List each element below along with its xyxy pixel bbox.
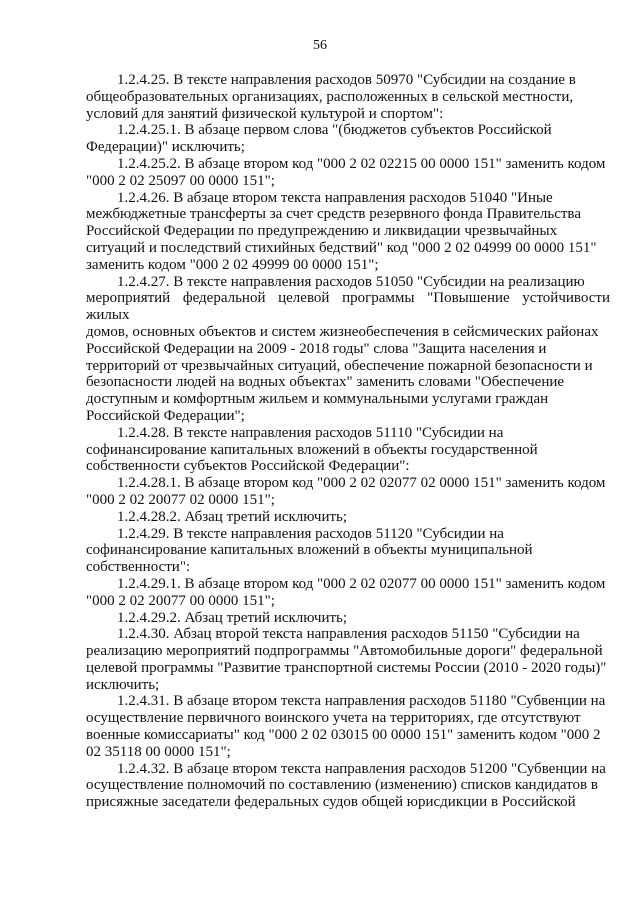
paragraph-1-2-4-32: 1.2.4.32. В абзаце втором текста направления расходов 51200 "Субвенции на осуществление полномочий по составлению (изменению) списков кандидатов в присяжные заседатели федеральных судов общей юрисдикции в Российской xyxy=(86,760,606,811)
paragraph-1-2-4-30: 1.2.4.30. Абзац второй текста направления расходов 51150 "Субсидии на реализацию мероприятий подпрограммы "Автомобильные дороги" федеральной целевой программы "Развитие транспортной системы России (2010 - 2020 годы)" исключить; xyxy=(86,626,607,693)
paragraph-1-2-4-29-2: 1.2.4.29.2. Абзац третий исключить; xyxy=(117,609,348,626)
paragraph-1-2-4-26: 1.2.4.26. В абзаце втором текста направления расходов 51040 "Иные межбюджетные трансферты за счет средств резервного фонда Правительства Российской Федерации по предупреждению и ликвидации чрезвычайных ситуаций и последствий стихийных бедствий" код "000 2 02 04999 00 0000 151" заменить кодом "000 2 02 49999 00 0000 151"; xyxy=(86,189,597,273)
paragraph-1-2-4-28: 1.2.4.28. В тексте направления расходов 51110 "Субсидии на софинансирование капитальных вложений в объекты государственной собственности субъектов Российской Федерации": xyxy=(86,424,538,475)
paragraph-1-2-4-25-2: 1.2.4.25.2. В абзаце втором код "000 2 02 02215 00 0000 151" заменить кодом "000 2 02 25097 00 0000 151"; xyxy=(86,155,606,189)
paragraph-1-2-4-29: 1.2.4.29. В тексте направления расходов 51120 "Субсидии на софинансирование капитальных вложений в объекты муниципальной собственности": xyxy=(86,525,533,576)
paragraph-1-2-4-25: 1.2.4.25. В тексте направления расходов 50970 "Субсидии на создание в общеобразовательных организациях, расположенных в сельской местности, условий для занятий физической культурой и спортом": xyxy=(86,72,576,122)
paragraph-1-2-4-27: 1.2.4.27. В тексте направления расходов 51050 "Субсидии на реализацию мероприятий федеральной целевой программы "Повышение устойчивости жилых домов, основных объектов и систем жизнеобеспечения в сейсмических районах Российской Федерации на 2009 - 2018 годы" слова "Защита населения и территорий от чрезвычайных ситуаций, обеспечение пожарной безопасности и безопасности людей на водных объектах" заменить словами "Обеспечение доступным и комфортным жильем и коммунальными услугами граждан Российской Федерации"; xyxy=(86,273,610,424)
paragraph-1-2-4-29-1: 1.2.4.29.1. В абзаце втором код "000 2 02 02077 00 0000 151" заменить кодом "000 2 02 20077 00 0000 151"; xyxy=(86,575,606,609)
paragraph-1-2-4-31: 1.2.4.31. В абзаце втором текста направления расходов 51180 "Субвенции на осуществление первичного воинского учета на территориях, где отсутствуют военные комиссариаты" код "000 2 02 03015 00 0000 151" заменить кодом "000 2 02 35118 00 0000 151"; xyxy=(86,693,606,760)
paragraph-1-2-4-28-2: 1.2.4.28.2. Абзац третий исключить; xyxy=(117,508,348,525)
page-number: 56 xyxy=(313,38,327,53)
document-body xyxy=(86,72,610,811)
paragraph-1-2-4-25-1: 1.2.4.25.1. В абзаце первом слова "(бюджетов субъектов Российской Федерации)" исключить; xyxy=(86,122,552,156)
paragraph-1-2-4-28-1: 1.2.4.28.1. В абзаце втором код "000 2 02 02077 02 0000 151" заменить кодом "000 2 02 20077 02 0000 151"; xyxy=(86,475,606,508)
